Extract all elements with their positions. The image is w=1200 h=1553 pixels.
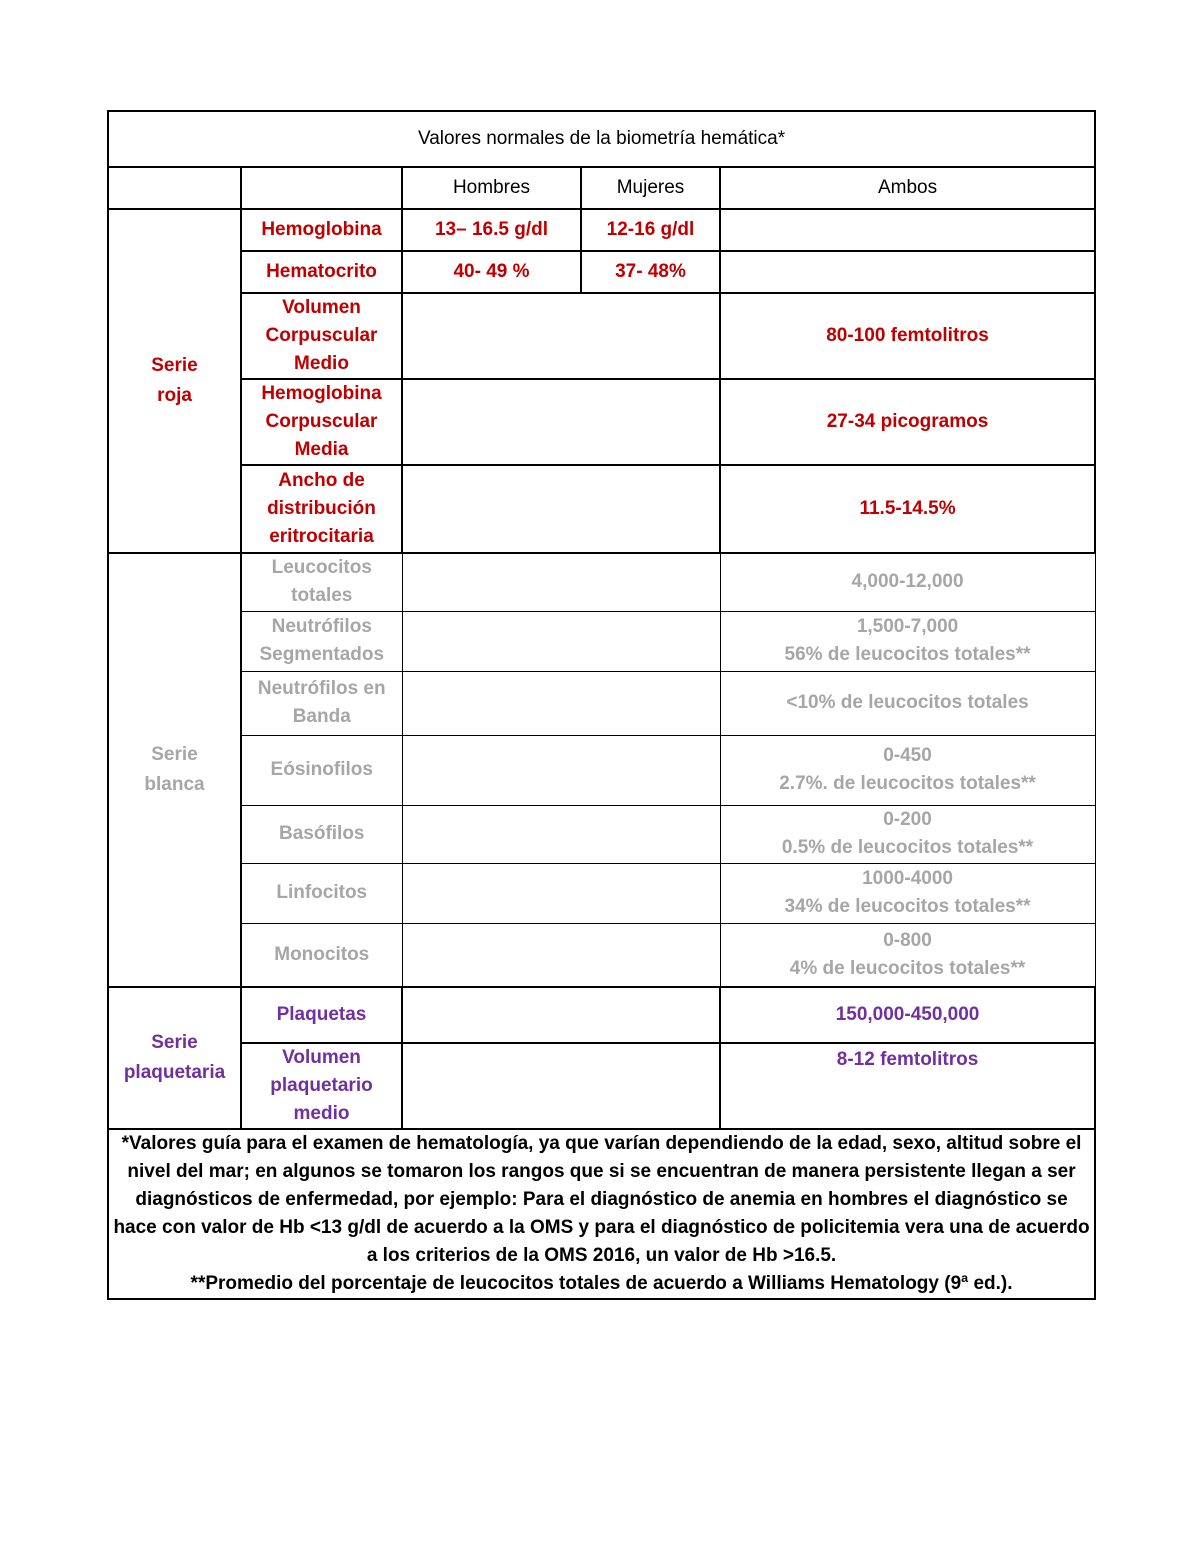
table-row bbox=[108, 671, 1095, 735]
value-mujeres: 37- 48% bbox=[581, 251, 720, 293]
value-sexo bbox=[402, 863, 720, 923]
header-ambos: Ambos bbox=[720, 167, 1095, 209]
value-sexo bbox=[402, 553, 720, 611]
table-row bbox=[108, 251, 1095, 293]
value-ambos bbox=[720, 863, 1095, 923]
group-serie-roja bbox=[108, 209, 241, 553]
value-ambos: <10% de leucocitos totales bbox=[720, 671, 1095, 735]
row-name: Basófilos bbox=[241, 805, 402, 863]
value-ambos bbox=[720, 805, 1095, 863]
value-range: 0-200 bbox=[883, 809, 932, 830]
value-sexo bbox=[402, 671, 720, 735]
table-row bbox=[108, 611, 1095, 671]
value-sexo bbox=[402, 987, 720, 1043]
value-range: 0-450 bbox=[883, 745, 932, 766]
value-ambos bbox=[720, 923, 1095, 987]
value-hombres: 13– 16.5 g/dl bbox=[402, 209, 581, 251]
row-name: Neutrófilos en Banda bbox=[241, 671, 402, 735]
row-name: Hemoglobina Corpuscular Media bbox=[241, 379, 402, 465]
header-hombres: Hombres bbox=[402, 167, 581, 209]
value-percent: 2.7%. de leucocitos totales** bbox=[779, 773, 1036, 794]
table-row bbox=[108, 987, 1095, 1043]
table-row bbox=[108, 209, 1095, 251]
value-percent: 4% de leucocitos totales** bbox=[789, 957, 1026, 979]
header-empty-2 bbox=[241, 167, 402, 209]
row-name: Volumen Corpuscular Medio bbox=[241, 293, 402, 379]
footnote-1: *Valores guía para el examen de hematología, ya que varían dependiendo de la edad, sexo, altitud sobre el nivel del mar; en algunos se tomaron los rangos que si se encuentran de manera persistente llegan a ser diagnósticos de enfermedad, por ejemplo: Para el diagnóstico de anemia en hombres el diagnóstico se hace con valor de Hb <13 g/dl de acuerdo a la OMS y para el diagnóstico de policitemia vera una de acuerdo a los criterios de la OMS 2016, un valor de Hb >16.5. bbox=[113, 1133, 1090, 1266]
table-row bbox=[108, 293, 1095, 379]
value-sexo bbox=[402, 465, 720, 553]
value-sexo bbox=[402, 293, 720, 379]
value-sexo bbox=[402, 379, 720, 465]
row-name: Eósinofilos bbox=[241, 735, 402, 805]
row-name: Leucocitos totales bbox=[241, 553, 402, 611]
table-row bbox=[108, 923, 1095, 987]
row-name: Ancho de distribución eritrocitaria bbox=[241, 465, 402, 553]
value-ambos: 27-34 picogramos bbox=[720, 379, 1095, 465]
row-name: Monocitos bbox=[241, 923, 402, 987]
value-range: 0-800 bbox=[883, 929, 932, 951]
group-label: Serie plaquetaria bbox=[123, 1032, 226, 1083]
value-percent: 34% de leucocitos totales** bbox=[784, 896, 1031, 917]
biometria-table bbox=[107, 110, 1096, 1300]
row-name: Hematocrito bbox=[241, 251, 402, 293]
group-serie-plaquetaria bbox=[108, 987, 241, 1129]
value-sexo bbox=[402, 1043, 720, 1129]
value-ambos bbox=[720, 611, 1095, 671]
value-range: 1000-4000 bbox=[862, 868, 953, 889]
footnotes bbox=[108, 1129, 1095, 1299]
header-row bbox=[108, 167, 1095, 209]
value-sexo bbox=[402, 923, 720, 987]
table-row bbox=[108, 379, 1095, 465]
group-label: Serie roja bbox=[151, 355, 198, 406]
value-hombres: 40- 49 % bbox=[402, 251, 581, 293]
value-sexo bbox=[402, 805, 720, 863]
value-ambos: 11.5-14.5% bbox=[720, 465, 1095, 553]
notes-row bbox=[108, 1129, 1095, 1299]
value-sexo bbox=[402, 735, 720, 805]
value-ambos: 8-12 femtolitros bbox=[720, 1043, 1095, 1129]
value-percent: 0.5% de leucocitos totales** bbox=[781, 837, 1034, 858]
value-ambos bbox=[720, 209, 1095, 251]
title-row bbox=[108, 111, 1095, 167]
table-row bbox=[108, 863, 1095, 923]
value-percent: 56% de leucocitos totales** bbox=[784, 644, 1031, 665]
value-range: 1,500-7,000 bbox=[856, 616, 959, 637]
row-name: Linfocitos bbox=[241, 863, 402, 923]
table-row bbox=[108, 465, 1095, 553]
table-row bbox=[108, 553, 1095, 611]
value-mujeres: 12-16 g/dl bbox=[581, 209, 720, 251]
group-serie-blanca bbox=[108, 553, 241, 987]
value-ambos: 150,000-450,000 bbox=[720, 987, 1095, 1043]
row-name: Plaquetas bbox=[241, 987, 402, 1043]
row-name: Neutrófilos Segmentados bbox=[241, 611, 402, 671]
value-ambos: 80-100 femtolitros bbox=[720, 293, 1095, 379]
value-ambos bbox=[720, 735, 1095, 805]
table-row bbox=[108, 805, 1095, 863]
table-title: Valores normales de la biometría hemática* bbox=[108, 111, 1095, 167]
row-name: Hemoglobina bbox=[241, 209, 402, 251]
header-empty-1 bbox=[108, 167, 241, 209]
value-ambos: 4,000-12,000 bbox=[720, 553, 1095, 611]
footnote-2: **Promedio del porcentaje de leucocitos totales de acuerdo a Williams Hematology (9ª ed.). bbox=[190, 1273, 1013, 1294]
header-mujeres: Mujeres bbox=[581, 167, 720, 209]
value-ambos bbox=[720, 251, 1095, 293]
table-row bbox=[108, 735, 1095, 805]
group-label: Serie blanca bbox=[144, 744, 205, 795]
row-name: Volumen plaquetario medio bbox=[241, 1043, 402, 1129]
table-row bbox=[108, 1043, 1095, 1129]
value-sexo bbox=[402, 611, 720, 671]
